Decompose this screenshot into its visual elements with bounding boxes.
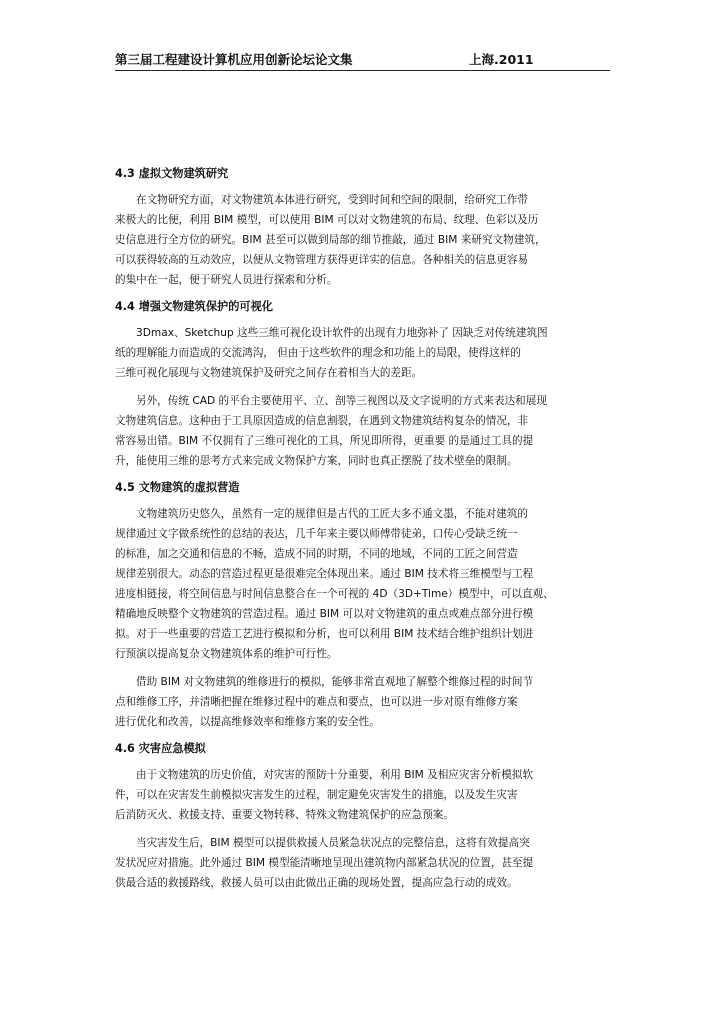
text-line: 3Dmax、Sketchup 这些三维可视化设计软件的出现有力地弥补了 因缺乏对传统建筑图 [136, 327, 548, 339]
text-line: 精确地反映整个文物建筑的营造过程。通过 BIM 可以对文物建筑的重点或难点部分进行模 [115, 608, 534, 620]
text-line: 规律通过文字做系统性的总结的表达，几千年来主要以师傅带徒弟，口传心受缺乏统一 [115, 528, 518, 540]
text-line: 进行优化和改善，以提高维修效率和维修方案的安全性。 [115, 716, 380, 728]
text-line: 可以获得较高的互动效应，以便从文物管理方获得更详实的信息。各种相关的信息更容易 [115, 254, 529, 266]
text-line: 行预演以提高复杂文物建筑体系的维护可行性。 [115, 648, 338, 660]
text-line: 的集中在一起，便于研究人员进行探索和分析。 [115, 274, 338, 286]
text-line: 由于文物建筑的历史价值，对灾害的预防十分重要，利用 BIM 及相应灾害分析模拟软 [136, 769, 534, 781]
text-line: 当灾害发生后，BIM 模型可以提供救援人员紧急状况点的完整信息，这将有效提高突 [136, 837, 530, 849]
paragraph [115, 833, 610, 893]
text-line: 文物建筑历史悠久，虽然有一定的规律但是古代的工匠大多不通文墨，不能对建筑的 [136, 508, 528, 520]
text-line: 拟。对于一些重要的营造工艺进行模拟和分析，也可以利用 BIM 技术结合维护组织计划进 [115, 628, 534, 640]
text-line: 进度相链接，将空间信息与时间信息整合在一个可视的 4D（3D+Time）模型中，可以直观、 [115, 588, 554, 600]
paragraph [115, 323, 610, 383]
text-line: 发状况应对措施。此外通过 BIM 模型能清晰地呈现出建筑物内部紧急状况的位置，甚至提 [115, 857, 534, 869]
section-heading-4-3: 4.3 虚拟文物建筑研究 [115, 167, 229, 180]
paragraph [115, 190, 610, 290]
text-line: 借助 BIM 对文物建筑的维修进行的模拟，能够非常直观地了解整个维修过程的时间节 [136, 676, 534, 688]
paragraph [115, 391, 610, 471]
text-line: 文物建筑信息。这种由于工具原因造成的信息割裂，在遇到文物建筑结构复杂的情况，非 [115, 415, 529, 427]
journal-title: 第三届工程建设计算机应用创新论坛论文集 [115, 52, 353, 67]
text-line: 另外，传统 CAD 的平台主要使用平、立、剖等三视图以及文字说明的方式来表达和展现 [136, 395, 547, 407]
text-line: 纸的理解能力而造成的交流鸿沟， 但由于这些软件的理念和功能上的局限，使得这样的 [115, 347, 521, 359]
text-line: 规律差别很大。动态的营造过程更是很难完全体现出来。通过 BIM 技术将三维模型与工程 [115, 568, 534, 580]
text-line: 在文物研究方面，对文物建筑本体进行研究，受到时间和空间的限制，给研究工作带 [136, 194, 528, 206]
paragraph [115, 765, 610, 825]
text-line: 供最合适的救援路线，救援人员可以由此做出正确的现场处置，提高应急行动的成效。 [115, 877, 518, 889]
text-line: 的标准，加之交通和信息的不畅，造成不同的时期，不同的地域，不同的工匠之间营造 [115, 548, 518, 560]
conference-place-year: 上海.2011 [469, 52, 534, 67]
body-content [115, 164, 610, 893]
text-line: 后消防灭火、救援支持、重要文物转移、特殊文物建筑保护的应急预案。 [115, 809, 454, 821]
section-heading-4-4: 4.4 增强文物建筑保护的可视化 [115, 300, 273, 313]
text-line: 史信息进行全方位的研究。BIM 甚至可以做到局部的细节推敲，通过 BIM 来研究文物建筑， [115, 234, 546, 246]
text-line: 来极大的比便，利用 BIM 模型，可以使用 BIM 可以对文物建筑的布局、纹理、色彩以及历 [115, 214, 539, 226]
text-line: 三维可视化展现与文物建筑保护及研究之间存在着相当大的差距。 [115, 367, 423, 379]
section-heading-4-5: 4.5 文物建筑的虚拟营造 [115, 481, 240, 494]
running-header [115, 52, 610, 71]
section-heading-4-6: 4.6 灾害应急模拟 [115, 742, 206, 755]
text-line: 升，能使用三维的思考方式来完成文物保护方案，同时也真正摆脱了技术壁垒的限制。 [115, 455, 518, 467]
paragraph [115, 672, 610, 732]
paragraph [115, 504, 610, 664]
text-line: 件，可以在灾害发生前模拟灾害发生的过程，制定避免灾害发生的措施，以及发生灾害 [115, 789, 518, 801]
text-line: 点和维修工序，并清晰把握在维修过程中的难点和要点，也可以进一步对原有维修方案 [115, 696, 518, 708]
text-line: 常容易出错。BIM 不仅拥有了三维可视化的工具，所见即所得，更重要 的是通过工具的提 [115, 435, 534, 447]
